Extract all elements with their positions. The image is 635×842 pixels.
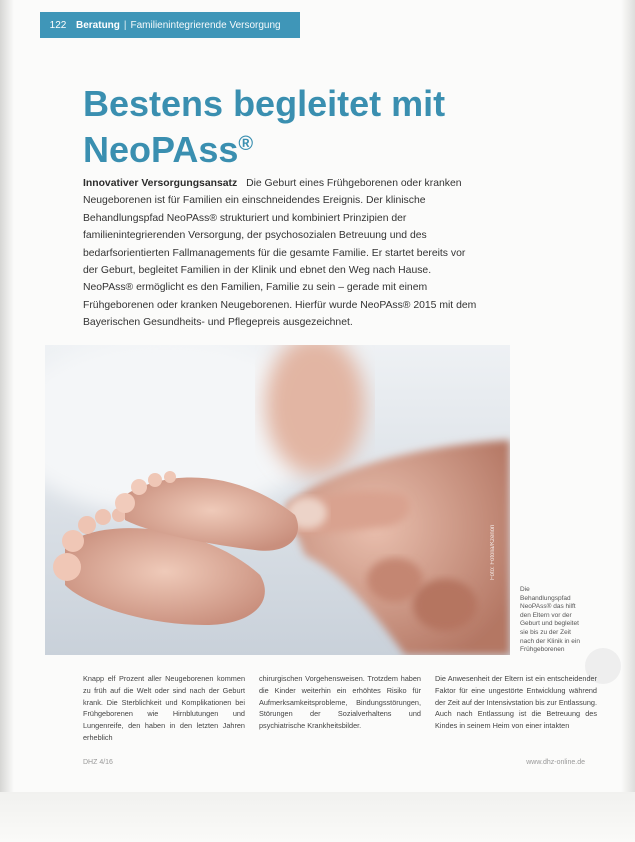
body-column-3: Die Anwesenheit der Eltern ist ein entscheidender Faktor für eine ungestörte Entwicklung während der Zeit auf der Intensivstation bis zur Entlassung. Auch nach Entlassung ist die Betreuung des Kindes in seinem Heim von einer intakten [435, 674, 597, 731]
section-title: Beratung [76, 19, 120, 31]
subsection-title: Familienintegrierende Versorgung [130, 19, 281, 31]
page-number: 122 [49, 19, 67, 31]
baby-feet-photo [45, 345, 510, 655]
header-separator: | [123, 19, 127, 31]
photo-illustration [45, 345, 510, 655]
section-header [40, 12, 300, 38]
intro-paragraph [83, 175, 483, 332]
intro-lead: Innovativer Versorgungsansatz [83, 178, 238, 189]
body-column-2: chirurgischen Vorgehensweisen. Trotzdem haben die Kinder weiterhin ein erhöhtes Risiko für Aufmerksamkeitsprobleme, Bindungsstörungen, Störungen der Sozialverhaltens und psychiatrische Krankheitsbilder. [259, 674, 421, 731]
page-edge-left [0, 0, 14, 842]
photo-credit: Foto: Fotolia/Kzenon [490, 524, 496, 580]
body-column-1: Knapp elf Prozent aller Neugeborenen kommen zu früh auf die Welt oder sind nach der Geburt krank. Die Sterblichkeit und Komplikationen bei Frühgeborenen wie Hirnblutungen und Lungenreife, den haben in den letzten Jahren erheblich [83, 674, 245, 742]
intro-text: Die Geburt eines Frühgeborenen oder kranken Neugeborenen ist für Familien ein einschneidendes Ereignis. Der klinische Behandlungspfad NeoPAss® strukturiert und kombiniert Prinzipien der familienintegrierenden Versorgung, der psychosozialen Betreuung und des bedarfsorientierten Fallmanagements für die gesamte Familie. Er startet bereits vor der Geburt, begleitet Familien in der Klinik und ebnet den Weg nach Hause. NeoPAss® ermöglicht es den Familien, Familie zu sein – gerade mit einem Frühgeborenen oder kranken Neugeborenen. Hierfür wurde NeoPAss® 2015 mit dem Bayerischen Gesundheits- und Pflegepreis ausgezeichnet. [83, 178, 477, 329]
footer-issue: DHZ 4/16 [83, 759, 113, 766]
article-title [83, 84, 503, 170]
title-line-2: NeoPAss [83, 129, 239, 170]
registered-mark: ® [238, 133, 254, 155]
page-bottom-band [0, 792, 635, 842]
photo-caption: Die Behandlungspfad NeoPAss® das hilft den Eltern vor der Geburt und begleitet sie bis zu der Zeit nach der Klinik in ein Frühgeborenen [520, 586, 580, 654]
title-line-1: Bestens begleitet mit [83, 83, 446, 124]
body-columns [83, 673, 603, 745]
footer-website: www.dhz-online.de [526, 759, 585, 766]
page-edge-right [621, 0, 635, 842]
